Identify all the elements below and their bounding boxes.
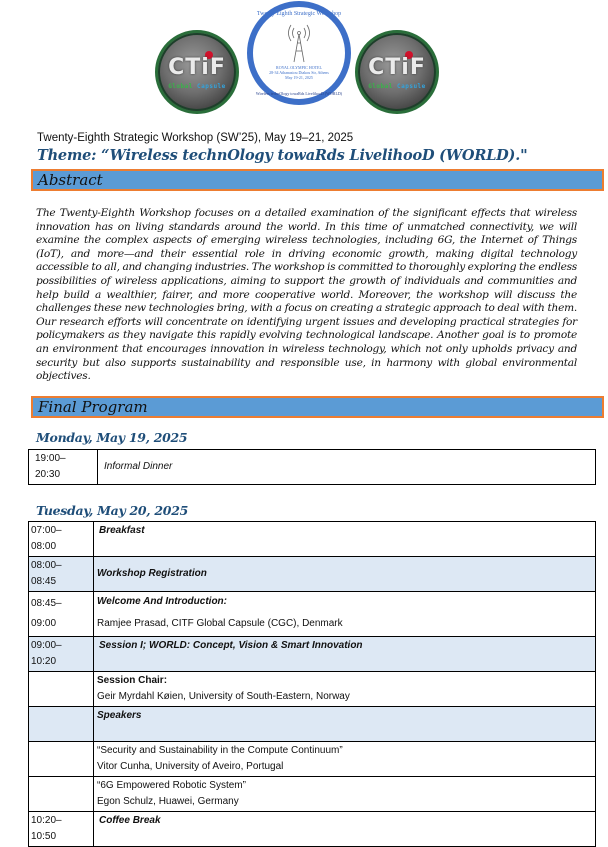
event-detail: Geir Myrdahl Køien, University of South-Eastern, Norway xyxy=(97,691,350,702)
ctif-global-capsule-logo-right xyxy=(355,30,439,114)
event-title: Session Chair: xyxy=(97,675,168,686)
event-cell xyxy=(94,742,596,777)
time-cell xyxy=(29,742,94,777)
logo-wordmark: CTiF xyxy=(368,55,426,80)
talk-title: “6G Empowered Robotic System” xyxy=(97,780,246,791)
logo-subtitle: Global Capsule xyxy=(368,83,426,90)
seal-venue: ROYAL OLYMPIC HOTEL 28-34 Athanasiou Diakou Str, Athens May 19-21, 2025 xyxy=(269,65,329,80)
event-detail: Ramjee Prasad, CITF Global Capsule (CGC), Denmark xyxy=(97,618,343,629)
abstract-body: The Twenty-Eighth Workshop focuses on a detailed examination of the significant effects that wireless innovation has on living standards around the world. In this time of unmatched connectivity, we will examine the complex aspects of emerging wireless technologies, including 6G, the Internet of Things (IoT), and more—and their essential role in driving economic growth, making digital technology accessible to all, and changing industries. The workshop is committed to thoroughly exploring the endless possibilities of wireless applications, aiming to support the growth of individuals and communities and help build a wealthier, fairer, and more cooperative world. Moreover, the workshop will discuss the challenges these new technologies bring, with a focus on creating a strategic approach to deal with them. Our research efforts will concentrate on identifying urgent issues and developing practical strategies for policymakers as they navigate this rapidly evolving technological landscape. Another goal is to promote an environment that encourages innovation in wireless technology, which not only upholds privacy and security but also supports sustainability and responsible use, in harmony with global environmental objectives. xyxy=(36,207,577,383)
table-row xyxy=(29,742,596,777)
talk-title: “Security and Sustainability in the Compute Continuum” xyxy=(97,745,343,756)
event-cell xyxy=(94,777,596,812)
table-row xyxy=(29,522,596,557)
event-cell: Breakfast xyxy=(94,522,596,557)
event-cell: Speakers xyxy=(94,707,596,742)
time-cell: 09:00– 10:20 xyxy=(29,637,94,672)
program-section-header xyxy=(31,396,604,418)
speaker: Vitor Cunha, University of Aveiro, Portugal xyxy=(97,761,284,772)
abstract-section-header xyxy=(31,169,604,191)
ctif-global-capsule-logo-left xyxy=(155,30,239,114)
event-cell xyxy=(94,592,596,637)
event-cell: Informal Dinner xyxy=(98,450,596,485)
time-cell: 10:20– 10:50 xyxy=(29,812,94,847)
table-row xyxy=(29,592,596,637)
time-cell: 08:45– 09:00 xyxy=(29,592,94,637)
time-cell xyxy=(29,672,94,707)
speaker: Egon Schulz, Huawei, Germany xyxy=(97,796,239,807)
day-heading-tuesday: Tuesday, May 20, 2025 xyxy=(36,503,188,518)
program-heading: Final Program xyxy=(38,398,148,416)
workshop-theme: Theme: “Wireless technOlogy towaRds LivelihooD (WORLD)." xyxy=(37,147,528,164)
event-cell: Session I; WORLD: Concept, Vision & Smart Innovation xyxy=(94,637,596,672)
time-cell xyxy=(29,707,94,742)
table-row xyxy=(29,557,596,592)
logo-subtitle: Global Capsule xyxy=(168,83,226,90)
event-title: Welcome And Introduction: xyxy=(97,596,227,607)
event-cell: Coffee Break xyxy=(94,812,596,847)
antenna-tower-icon xyxy=(286,21,312,63)
header-logos xyxy=(0,0,608,122)
logo-wordmark: CTiF xyxy=(168,55,226,80)
time-cell: 19:00– 20:30 xyxy=(29,450,98,485)
strategic-workshop-seal xyxy=(247,1,351,105)
event-cell xyxy=(94,672,596,707)
event-cell: Workshop Registration xyxy=(94,557,596,592)
table-row xyxy=(29,707,596,742)
abstract-heading: Abstract xyxy=(38,171,103,189)
seal-bottom-text: Wireless technOlogy towaRds LivelihooD (WORLD) xyxy=(255,91,343,96)
time-cell: 08:00– 08:45 xyxy=(29,557,94,592)
workshop-subtitle: Twenty-Eighth Strategic Workshop (SW’25), May 19–21, 2025 xyxy=(37,132,354,144)
time-cell xyxy=(29,777,94,812)
day-heading-monday: Monday, May 19, 2025 xyxy=(36,430,188,445)
table-row xyxy=(29,672,596,707)
table-row xyxy=(29,812,596,847)
table-row xyxy=(29,637,596,672)
table-row xyxy=(29,450,596,485)
table-row xyxy=(29,777,596,812)
time-cell: 07:00– 08:00 xyxy=(29,522,94,557)
schedule-table-tuesday xyxy=(28,521,596,847)
schedule-table-monday xyxy=(28,449,596,485)
seal-arc-text: Twenty Eighth Strategic Workshop xyxy=(256,11,342,17)
